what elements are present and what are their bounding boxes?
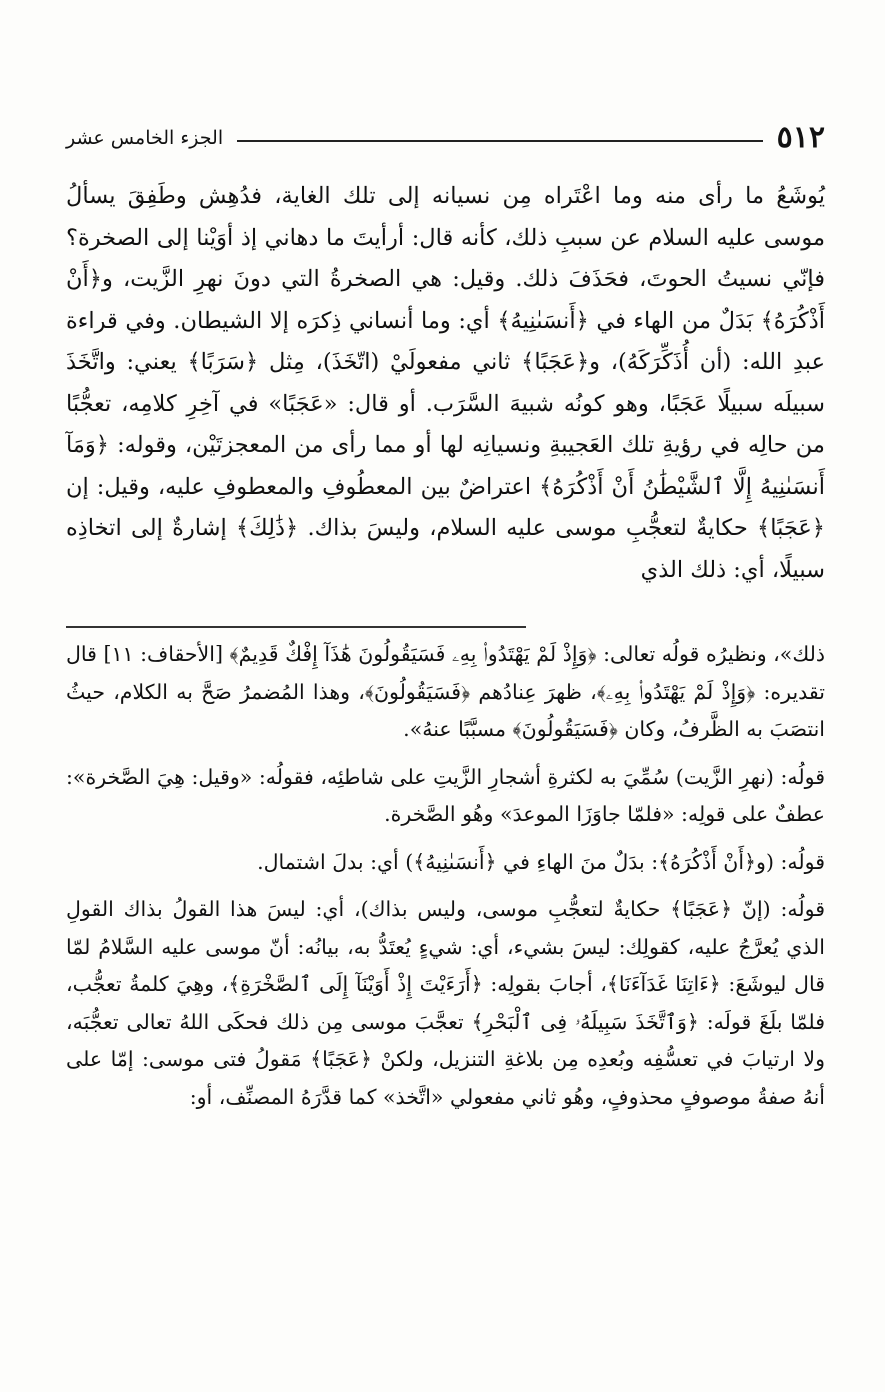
commentary-paragraph-3: قولُه: (و﴿أَنْ أَذْكُرَهُ﴾: بدَلٌ منَ الهاءِ في ﴿أَنسَىٰنِيهُ﴾) أي: بدلَ اشتمال. [257, 849, 825, 874]
commentary-paragraph-1: ذلك»، ونظيرُه قولُه تعالى: ﴿وَإِذْ لَمْ يَهْتَدُوا۟ بِهِۦ فَسَيَقُولُونَ هَٰذَآ إِفْكٌ قَدِيمٌ﴾ [الأحقاف: ١١] قال تقديره: ﴿وَإِذْ لَمْ يَهْتَدُوا۟ بِهِۦ﴾، ظهرَ عِنادُهم ﴿فَسَيَقُولُونَ﴾، وهذا المُضمرُ صَحَّ به الكلام، حيثُ انتصَبَ به الظَّرفُ، وكان ﴿فَسَيَقُولُونَ﴾ مسبَّبًا عنهُ». [66, 642, 825, 741]
commentary-paragraph-2: قولُه: (نهرِ الزَّيت) سُمِّيَ به لكثرةِ أشجارِ الزَّيتِ على شاطئِه، فقولُه: «وقيل: هِيَ الصَّخرة»: عطفٌ على قولِه: «فلمّا جاوَزَا الموعدَ» وهُو الصَّخرة. [66, 764, 825, 826]
running-title: الجزء الخامس عشر [66, 126, 224, 149]
main-text-block [66, 176, 825, 591]
commentary-paragraph-4: قولُه: (إنّ ﴿عَجَبًا﴾ حكايةٌ لتعجُّبِ موسى، وليس بذاك)، أي: ليسَ هذا القولُ بذاك القولِ الذي يُعرَّجُ عليه، كقولِك: ليسَ بشيء، أي: شيءٍ يُعتَدُّ به، بيانُه: أنّ موسى عليه السَّلامُ لمّا قال ليوشَعَ: ﴿ءَاتِنَا غَدَآءَنَا﴾، أجابَ بقولِه: ﴿أَرَءَيْتَ إِذْ أَوَيْنَآ إِلَى ٱلصَّخْرَةِ﴾، وهِيَ كلمةُ تعجُّب، فلمّا بلَغَ قولَه: ﴿وَٱتَّخَذَ سَبِيلَهُۥ فِى ٱلْبَحْرِ﴾ تعجَّبَ موسى مِن ذلك فحكَى اللهُ تعالى تعجُّبَه، ولا ارتيابَ في تعسُّفِه وبُعدِه مِن بلاغةِ التنزيل، ولكنْ ﴿عَجَبًا﴾ مَقولُ فتى موسى: إمّا على أنهُ صفةُ موصوفٍ محذوفٍ، وهُو ثاني مفعولي «اتَّخذ» كما قدَّرَهُ المصنِّف، أو: [66, 897, 825, 1109]
header-rule [237, 140, 763, 142]
page-number: ٥١٢ [776, 120, 825, 155]
footnote-divider [66, 626, 526, 628]
main-paragraph: يُوشَعُ ما رأى منه وما اعْتَراه مِن نسيانه إلى تلك الغاية، فدُهِش وطَفِقَ يسألُ موسى عليه السلام عن سببِ ذلك، كأنه قال: أرأيتَ ما دهاني إذ أوَيْنا إلى الصخرة؟ فإنّي نسيتُ الحوتَ، فحَذَفَ ذلك. وقيل: هي الصخرةُ التي دونَ نهرِ الزَّيت، و﴿أَنْ أَذْكُرَهُ﴾ بَدَلٌ من الهاء في ﴿أَنسَىٰنِيهُ﴾ أي: وما أنساني ذِكرَه إلا الشيطان. وفي قراءة عبدِ الله: (أن أُذَكِّرَكَهُ)، و﴿عَجَبًا﴾ ثاني مفعولَيْ (اتّخَذَ)، مِثل ﴿سَرَبًا﴾ يعني: واتَّخَذَ سبيلَه سبيلًا عَجَبًا، وهو كونُه شبيهَ السَّرَب. أو قال: «عَجَبًا» في آخِرِ كلامِه، تعجُّبًا من حالِه في رؤيةِ تلك العَجيبةِ ونسيانِه لها أو مما رأى من المعجزتَيْن، وقوله: ﴿وَمَآ أَنسَىٰنِيهُ إِلَّا ٱلشَّيْطَٰنُ أَنْ أَذْكُرَهُ﴾ اعتراضٌ بين المعطُوفِ والمعطوفِ عليه، وقيل: إن ﴿عَجَبًا﴾ حكايةٌ لتعجُّبِ موسى عليه السلام، وليسَ بذاك. ﴿ذَٰلِكَ﴾ إشارةٌ إلى اتخاذِه سبيلًا، أي: ذلك الذي [66, 183, 825, 583]
commentary-block [66, 636, 825, 1126]
page-header [66, 118, 825, 158]
